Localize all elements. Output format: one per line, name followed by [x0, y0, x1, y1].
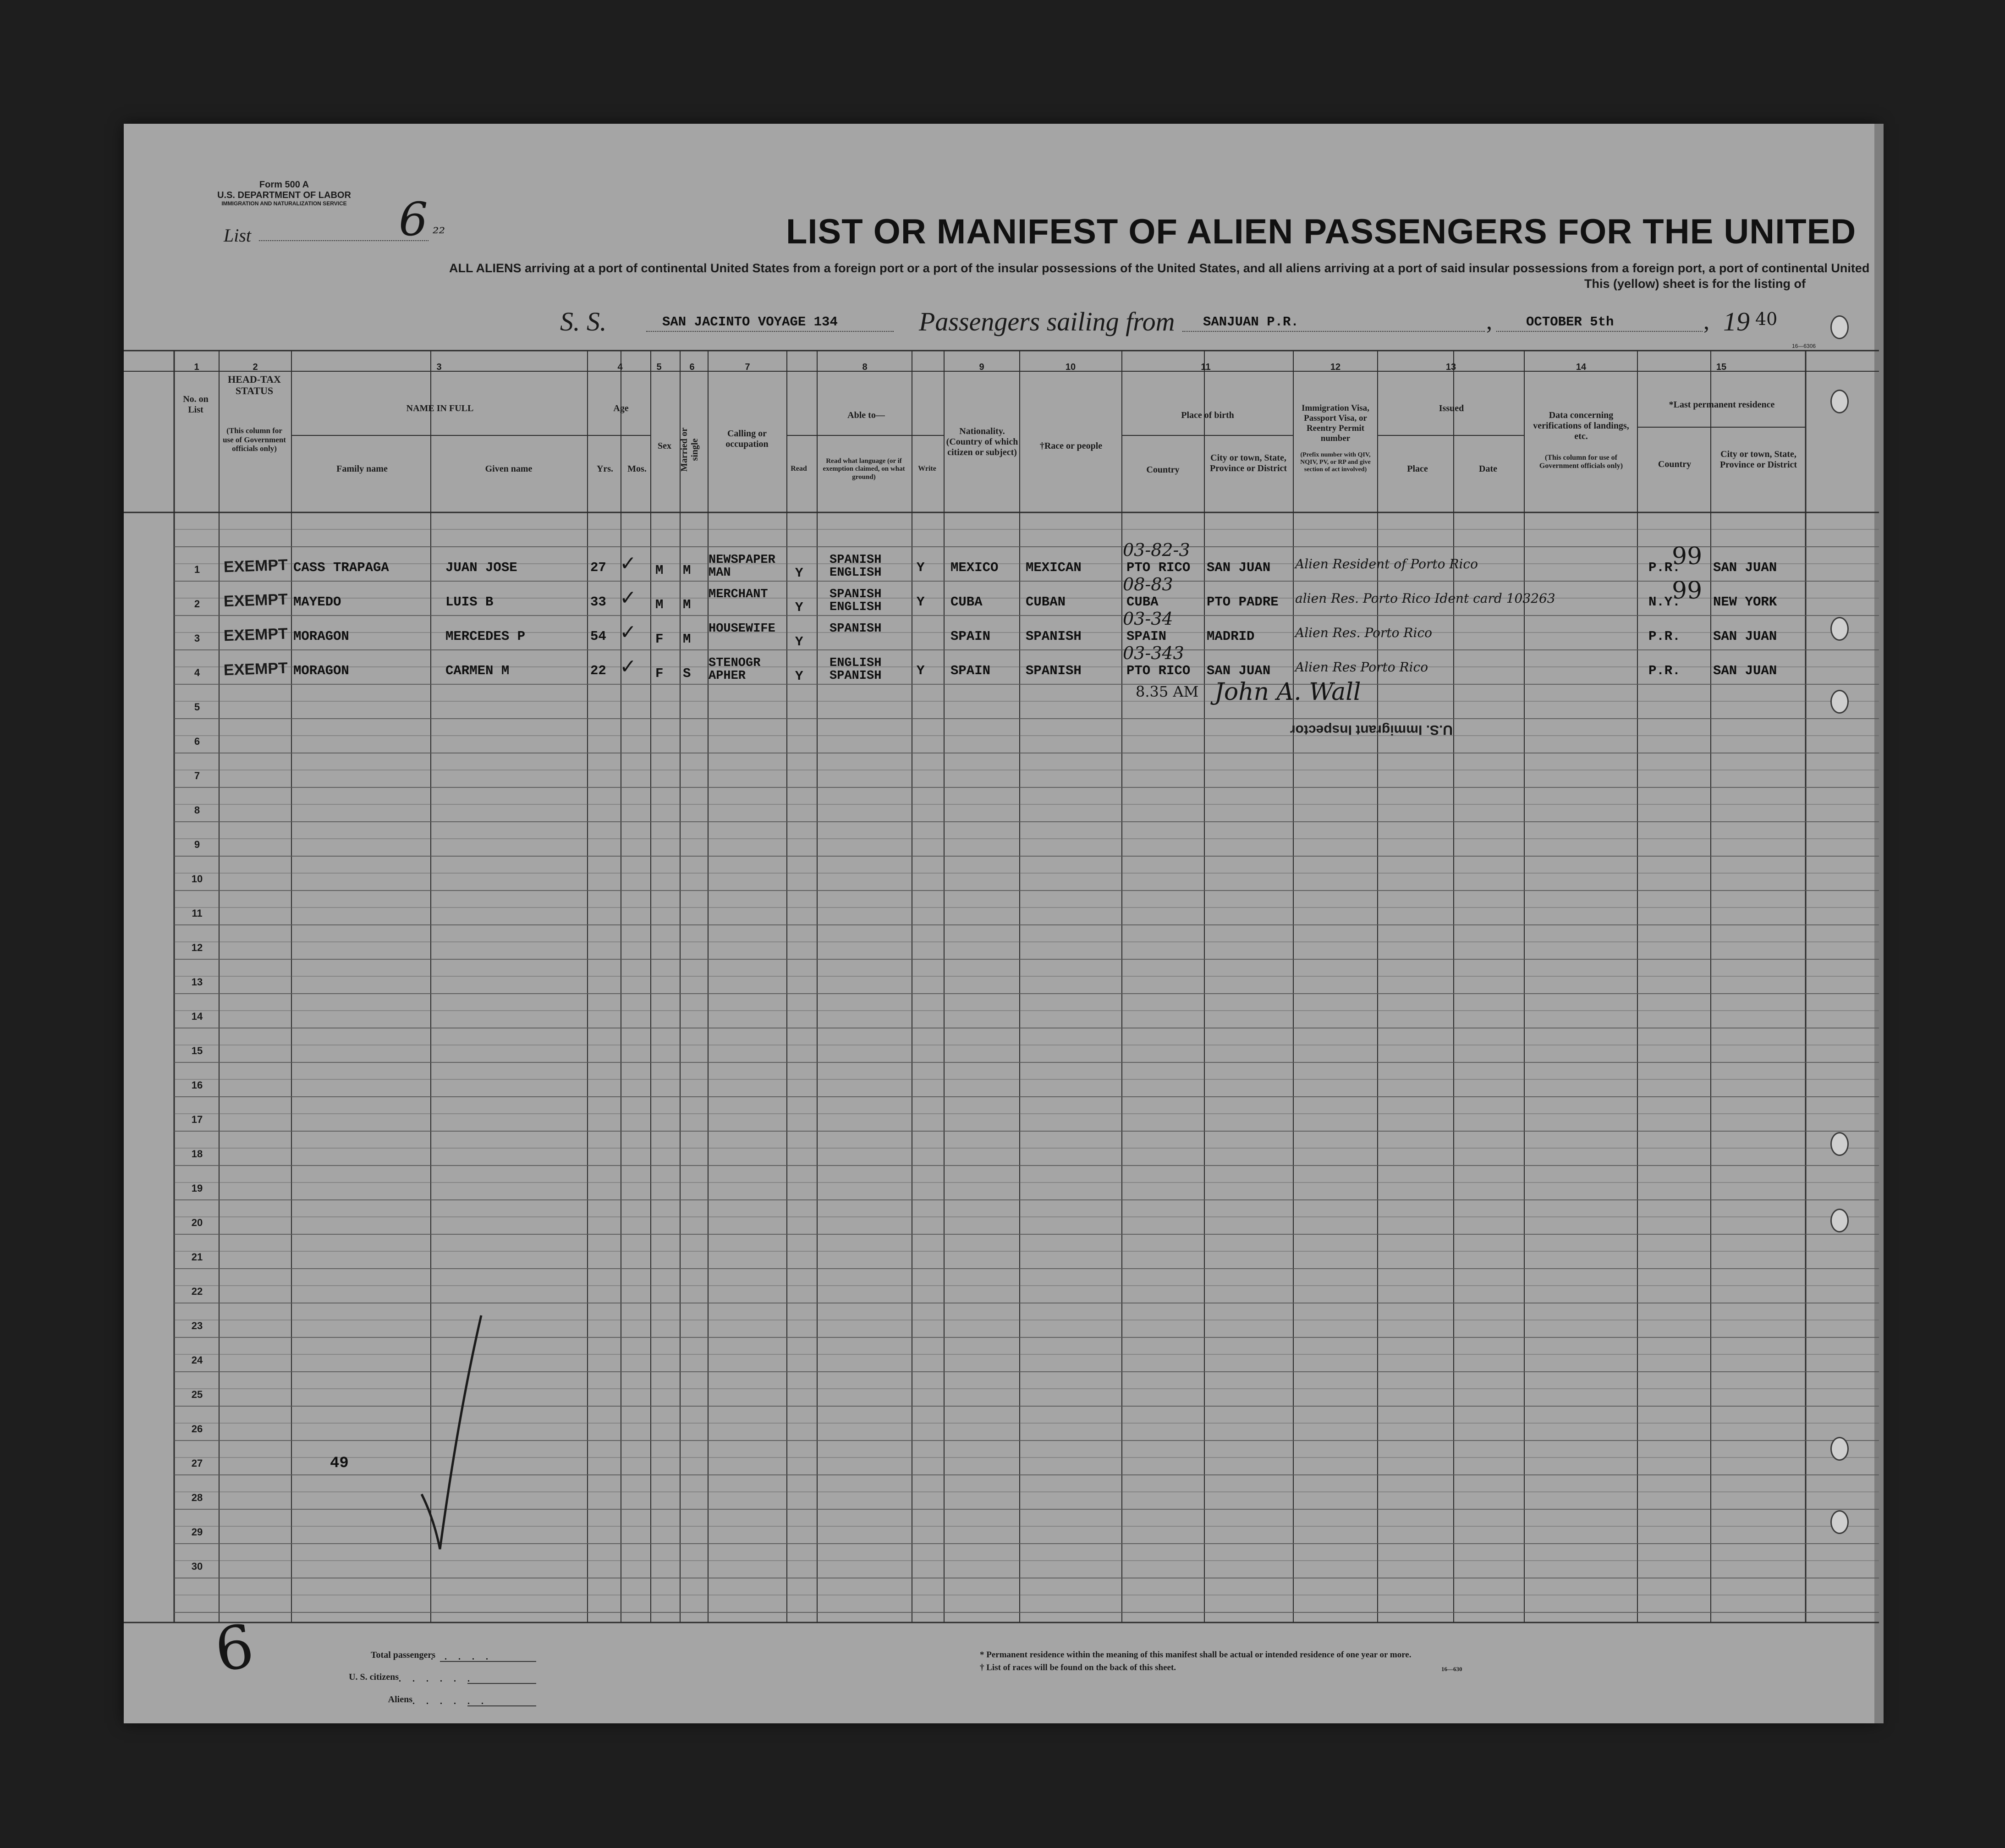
column-number: 2	[253, 362, 258, 372]
passenger-read: Y	[795, 600, 803, 615]
passenger-married: S	[683, 666, 691, 681]
binder-hole	[1830, 1437, 1849, 1461]
row-number: 21	[191, 1251, 203, 1263]
footer-total-passengers: Total passengers	[371, 1650, 435, 1660]
passenger-res-city: SAN JUAN	[1713, 663, 1777, 678]
passenger-birth-city: SAN JUAN	[1207, 560, 1271, 575]
hdr-res-city: City or town, State, Province or District	[1719, 449, 1797, 470]
check-mark: ✓	[620, 552, 637, 575]
passenger-calling: HOUSEWIFE	[709, 622, 775, 636]
hdr-sex: Sex	[658, 441, 671, 451]
check-mark: ✓	[620, 621, 637, 644]
column-number: 12	[1330, 362, 1341, 372]
passenger-family: MORAGON	[293, 629, 349, 644]
passenger-family: CASS TRAPAGA	[293, 560, 389, 575]
row-number: 16	[191, 1079, 203, 1091]
row-number: 27	[191, 1458, 203, 1469]
check-stroke	[412, 1311, 495, 1558]
row-number: 13	[191, 976, 203, 988]
passenger-language: SPANISH ENGLISH	[829, 588, 882, 614]
passenger-res-country: P.R.	[1648, 663, 1681, 678]
row-number: 25	[191, 1389, 203, 1400]
inspector-signature: John A. Wall	[1214, 678, 1361, 706]
hdr-read: Read	[791, 465, 807, 473]
passenger-calling: MERCHANT	[709, 588, 768, 601]
hdr-visa-note: (Prefix number with QIV, NQIV, PV, or RP and give section of act involved)	[1300, 451, 1371, 473]
footer-dots: . . . . . .	[399, 1674, 474, 1684]
hdr-head-tax-note: (This column for use of Government officials only)	[223, 426, 286, 453]
department-label: U.S. DEPARTMENT OF LABOR	[217, 190, 351, 200]
passenger-write: Y	[917, 560, 925, 575]
hdr-issued-date: Date	[1479, 464, 1497, 474]
column-number: 9	[979, 362, 984, 372]
binder-hole	[1830, 1209, 1849, 1232]
row-number: 8	[194, 804, 200, 816]
passenger-calling: NEWSPAPER MAN	[709, 553, 775, 580]
passenger-sex: M	[655, 563, 664, 578]
ship-name: SAN JACINTO VOYAGE 134	[662, 314, 838, 330]
footer-us-citizens: U. S. citizens	[349, 1672, 399, 1682]
row-number: 2	[194, 598, 200, 610]
row-number: 22	[191, 1286, 203, 1297]
passenger-family: MAYEDO	[293, 594, 341, 610]
hdr-mos: Mos.	[627, 464, 647, 474]
year-prefix: 19	[1723, 307, 1750, 336]
hdr-able-to: Able to—	[847, 410, 885, 420]
hdr-nationality: Nationality. (Country of which citizen or subject)	[946, 426, 1018, 457]
passenger-res-city: SAN JUAN	[1713, 629, 1777, 644]
row-number: 11	[192, 908, 203, 919]
check-mark: ✓	[620, 655, 637, 678]
birth-code: 03-34	[1123, 609, 1173, 629]
passenger-race: SPANISH	[1026, 629, 1082, 644]
row27-number: 49	[330, 1455, 349, 1472]
check-mark: ✓	[620, 586, 637, 610]
passenger-yrs: 33	[590, 594, 606, 610]
row-number: 9	[194, 839, 200, 850]
birth-code: 03-343	[1123, 643, 1184, 663]
row-number: 24	[191, 1354, 203, 1366]
binder-hole	[1830, 1132, 1849, 1156]
passenger-married: M	[683, 563, 691, 578]
sailing-date: OCTOBER 5th	[1526, 314, 1614, 330]
hdr-data-verif-note: (This column for use of Government officials only)	[1539, 454, 1623, 470]
list-mark: ₂₂	[433, 219, 445, 237]
passenger-read: Y	[795, 669, 803, 684]
row-number: 23	[191, 1320, 203, 1331]
hdr-married: Married or single	[679, 427, 700, 472]
row-number: 17	[191, 1114, 203, 1125]
column-number: 8	[862, 362, 868, 372]
service-label: IMMIGRATION AND NATURALIZATION SERVICE	[221, 200, 347, 207]
subtitle-line-2: This (yellow) sheet is for the listing of	[1584, 277, 1806, 291]
row-number: 30	[191, 1561, 203, 1572]
binder-hole	[1830, 690, 1849, 714]
row-number: 18	[191, 1148, 203, 1160]
birth-code: 03-82-3	[1123, 540, 1190, 560]
passenger-yrs: 27	[590, 560, 606, 575]
hdr-read-language: Read what language (or if exemption claimed, on what ground)	[823, 457, 905, 481]
visa-note: Alien Res Porto Rico	[1295, 660, 1428, 675]
ss-label: S. S.	[560, 307, 607, 336]
subtitle-line-1: ALL ALIENS arriving at a port of continental United States from a foreign port or a port of the insular possessions of the United States, and all aliens arriving at a port of said insular possessions from a foreign port, a port of continental United	[449, 261, 1870, 275]
residence-code: 99	[1672, 577, 1703, 605]
column-number: 1	[194, 362, 199, 372]
visa-note: Alien Res. Porto Rico	[1295, 625, 1432, 640]
row-number: 12	[191, 942, 203, 953]
residence-code: 99	[1672, 543, 1703, 570]
passenger-given: JUAN JOSE	[445, 560, 517, 575]
page-title: LIST OR MANIFEST OF ALIEN PASSENGERS FOR THE UNITED	[786, 212, 1857, 251]
passenger-write: Y	[917, 663, 925, 678]
row-number: 5	[194, 701, 200, 713]
passenger-res-city: NEW YORK	[1713, 594, 1777, 610]
year-suffix: 40	[1755, 309, 1778, 329]
corner-code: 16—6306	[1792, 343, 1816, 349]
hdr-head-tax: HEAD-TAX STATUS	[228, 374, 281, 397]
passenger-nationality: SPAIN	[950, 629, 991, 644]
row-number: 26	[191, 1423, 203, 1435]
passenger-birth-country: CUBA	[1126, 594, 1159, 610]
passenger-sex: M	[655, 597, 664, 612]
passenger-nationality: SPAIN	[950, 663, 991, 678]
passenger-res-country: P.R.	[1648, 560, 1681, 575]
passenger-family: MORAGON	[293, 663, 349, 678]
passenger-language: ENGLISH SPANISH	[829, 656, 882, 683]
hdr-given-name: Given name	[485, 464, 533, 474]
passenger-language: SPANISH	[829, 622, 882, 636]
passenger-race: SPANISH	[1026, 663, 1082, 678]
comma: ,	[1703, 308, 1709, 335]
row-number: 6	[194, 736, 200, 747]
passenger-status: EXEMPT	[223, 590, 288, 610]
row-number: 1	[194, 564, 200, 575]
row-number: 29	[191, 1526, 203, 1538]
footer-dots: . . . . . .	[412, 1696, 488, 1706]
hdr-data-verif: Data concerning verifications of landings, etc.	[1533, 410, 1629, 441]
binder-hole	[1830, 1510, 1849, 1534]
footer-line-us	[467, 1683, 536, 1684]
list-number: 6	[399, 192, 428, 246]
hdr-name-in-full: NAME IN FULL	[406, 403, 474, 413]
binder-hole	[1830, 617, 1849, 641]
binder-hole	[1830, 315, 1849, 339]
footer-code: 16—630	[1441, 1666, 1462, 1672]
passenger-race: MEXICAN	[1026, 560, 1082, 575]
passenger-birth-city: SAN JUAN	[1207, 663, 1271, 678]
footer-aliens: Aliens	[388, 1694, 412, 1705]
hdr-visa: Immigration Visa, Passport Visa, or Reentry Permit number	[1302, 403, 1369, 443]
row-number: 28	[191, 1492, 203, 1503]
column-number: 5	[656, 362, 662, 372]
row-number: 7	[194, 770, 200, 781]
hdr-issued-place: Place	[1407, 464, 1428, 474]
passenger-read: Y	[795, 566, 803, 581]
hdr-birth-country: Country	[1146, 465, 1180, 475]
passenger-yrs: 54	[590, 629, 606, 644]
column-number: 3	[436, 362, 442, 372]
hdr-birth-city: City or town, State, Province or District	[1209, 453, 1287, 473]
passenger-given: LUIS B	[445, 594, 494, 610]
passenger-sex: F	[655, 632, 664, 647]
column-number: 6	[689, 362, 695, 372]
column-number: 4	[617, 362, 623, 372]
inspector-stamp: U.S. Immigrant Inspector	[1290, 722, 1453, 737]
column-number: 10	[1065, 362, 1076, 372]
passenger-nationality: MEXICO	[950, 560, 999, 575]
birth-code: 08-83	[1123, 574, 1173, 594]
passenger-read: Y	[795, 634, 803, 649]
bottom-left-mark: 6	[210, 1611, 258, 1686]
inspector-time: 8.35 AM	[1136, 683, 1199, 700]
hdr-write: Write	[918, 465, 936, 473]
hdr-age: Age	[613, 403, 629, 413]
passenger-write: Y	[917, 594, 925, 610]
hdr-race: †Race or people	[1039, 441, 1103, 451]
passenger-married: M	[683, 632, 691, 647]
passenger-yrs: 22	[590, 663, 606, 678]
passenger-status: EXEMPT	[223, 659, 288, 679]
passenger-calling: STENOGR APHER	[709, 656, 761, 683]
row-number: 4	[194, 667, 200, 678]
form-number: Form 500 A	[259, 180, 309, 190]
passenger-status: EXEMPT	[223, 556, 288, 576]
column-number: 13	[1445, 362, 1456, 372]
visa-note: alien Res. Porto Rico Ident card 103263	[1295, 591, 1555, 606]
passenger-res-city: SAN JUAN	[1713, 560, 1777, 575]
passenger-res-country: P.R.	[1648, 629, 1681, 644]
column-number: 11	[1201, 362, 1211, 372]
row-number: 14	[191, 1011, 203, 1022]
binder-hole	[1830, 390, 1849, 413]
passenger-sex: F	[655, 666, 664, 681]
passenger-nationality: CUBA	[950, 594, 983, 610]
passenger-given: CARMEN M	[445, 663, 510, 678]
sailing-port: SANJUAN P.R.	[1203, 314, 1299, 330]
passenger-res-country: N.Y.	[1648, 594, 1681, 610]
passenger-birth-city: PTO PADRE	[1207, 594, 1279, 610]
hdr-calling: Calling or occupation	[725, 429, 769, 449]
hdr-place-of-birth: Place of birth	[1181, 410, 1234, 420]
row-number: 19	[191, 1182, 203, 1194]
column-number: 14	[1576, 362, 1587, 372]
row-number: 15	[191, 1045, 203, 1056]
passenger-birth-country: SPAIN	[1126, 629, 1167, 644]
passenger-birth-country: PTO RICO	[1126, 560, 1191, 575]
footer-note-2: † List of races will be found on the back of this sheet.	[980, 1663, 1176, 1672]
visa-note: Alien Resident of Porto Rico	[1295, 556, 1478, 572]
passenger-given: MERCEDES P	[445, 629, 526, 644]
column-number: 7	[745, 362, 750, 372]
hdr-issued: Issued	[1439, 403, 1464, 413]
passenger-birth-country: PTO RICO	[1126, 663, 1191, 678]
hdr-no-on-list: No. on List	[183, 394, 209, 415]
row-number: 20	[191, 1217, 203, 1228]
row-number: 10	[191, 873, 203, 885]
sailing-label: Passengers sailing from	[919, 307, 1175, 336]
comma: ,	[1486, 308, 1492, 335]
hdr-res-country: Country	[1658, 459, 1692, 469]
passenger-birth-city: MADRID	[1207, 629, 1255, 644]
hdr-family-name: Family name	[336, 464, 388, 474]
row-number: 3	[194, 632, 200, 644]
footer-note-1: * Permanent residence within the meaning of this manifest shall be actual or intended residence of one year or more.	[980, 1650, 1412, 1660]
passenger-married: M	[683, 597, 691, 612]
footer-dots: . . . . .	[431, 1652, 493, 1662]
column-number: 15	[1716, 362, 1727, 372]
list-label: List	[224, 225, 252, 246]
passenger-race: CUBAN	[1026, 594, 1066, 610]
passenger-language: SPANISH ENGLISH	[829, 553, 882, 580]
hdr-yrs: Yrs.	[596, 464, 614, 474]
hdr-last-residence: *Last permanent residence	[1669, 400, 1775, 410]
passenger-status: EXEMPT	[223, 625, 288, 645]
